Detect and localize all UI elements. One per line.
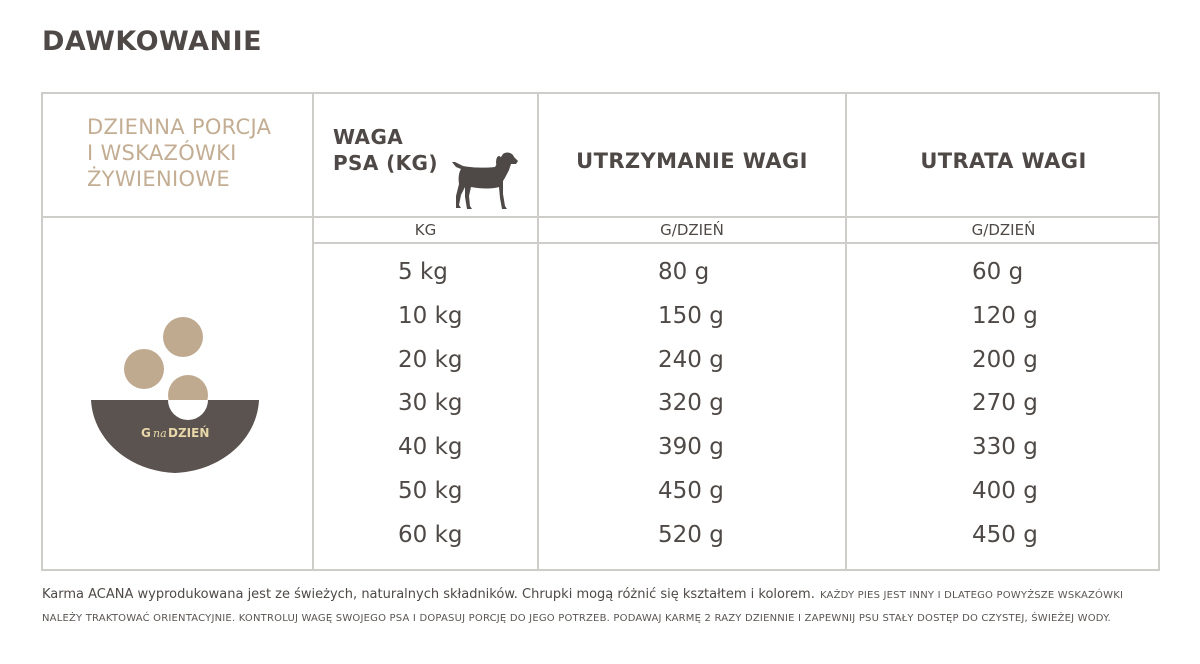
loss-unit: G/DZIEŃ <box>971 221 1036 239</box>
intro-heading <box>87 114 317 192</box>
loss-value: 400 g <box>972 477 1038 504</box>
weight-value: 50 kg <box>398 477 463 504</box>
footer-note <box>42 583 1162 629</box>
weight-value: 5 kg <box>398 259 448 285</box>
kibble-icon <box>163 317 203 357</box>
weight-unit: KG <box>414 221 437 239</box>
footer-guidance: KAŻDY PIES JEST INNY I DLATEGO POWYŻSZE WSKAZÓWKI NALEŻY TRAKTOWAĆ ORIENTACYJNIE. KONTROLUJ WAGĘ SWOJEGO PSA I DOPASUJ PORCJĘ DO JEGO POTRZEB. PODAWAJ KARMĘ 2 RAZY DZIENNIE I ZAPEWNIJ PSU STAŁY DOSTĘP DO CZYSTEJ, ŚWIEŻEJ WODY. <box>42 590 1124 624</box>
dog-icon <box>445 150 519 212</box>
intro-line: I WSKAZÓWKI <box>87 141 237 165</box>
row-divider <box>43 216 1158 218</box>
weight-column-header <box>333 124 438 176</box>
bowl-label-na: na <box>153 427 167 440</box>
weight-value: 20 kg <box>398 346 463 373</box>
loss-values <box>972 257 1038 564</box>
bowl-label-dzien: DZIEŃ <box>168 426 210 440</box>
kibble-icon <box>124 349 164 389</box>
maintain-value: 320 g <box>658 390 724 417</box>
intro-line: DZIENNA PORCJA <box>87 115 272 139</box>
page-title: DAWKOWANIE <box>42 26 263 57</box>
weight-value: 40 kg <box>398 434 463 461</box>
maintain-value: 150 g <box>658 302 724 329</box>
maintain-value: 80 g <box>658 259 710 285</box>
maintain-value: 390 g <box>658 434 724 461</box>
weight-value: 60 kg <box>398 521 463 548</box>
maintain-value: 520 g <box>658 521 724 548</box>
dosage-table <box>41 92 1160 571</box>
loss-value: 450 g <box>972 521 1038 548</box>
loss-value: 200 g <box>972 346 1038 373</box>
maintain-column-header: UTRZYMANIE WAGI <box>576 149 808 173</box>
maintain-values <box>658 257 724 564</box>
loss-column-header: UTRATA WAGI <box>920 149 1087 173</box>
loss-value: 270 g <box>972 390 1038 417</box>
maintain-value: 240 g <box>658 346 724 373</box>
weight-values <box>398 257 463 564</box>
row-divider <box>312 242 1158 244</box>
maintain-unit: G/DZIEŃ <box>660 221 724 239</box>
weight-value: 30 kg <box>398 390 463 417</box>
maintain-value: 450 g <box>658 477 724 504</box>
footer-lead: Karma ACANA wyprodukowana jest ze świeżych, naturalnych składników. Chrupki mogą różnić się kształtem i kolorem. <box>42 587 815 602</box>
weight-header-line: WAGA <box>333 125 404 149</box>
weight-value: 10 kg <box>398 302 463 329</box>
intro-line: ŻYWIENIOWE <box>87 167 230 191</box>
food-bowl-icon <box>87 309 269 475</box>
bowl-label-g: G <box>141 426 151 440</box>
loss-value: 120 g <box>972 302 1038 329</box>
loss-value: 330 g <box>972 434 1038 461</box>
weight-header-line: PSA (KG) <box>333 151 438 175</box>
loss-value: 60 g <box>972 259 1024 285</box>
